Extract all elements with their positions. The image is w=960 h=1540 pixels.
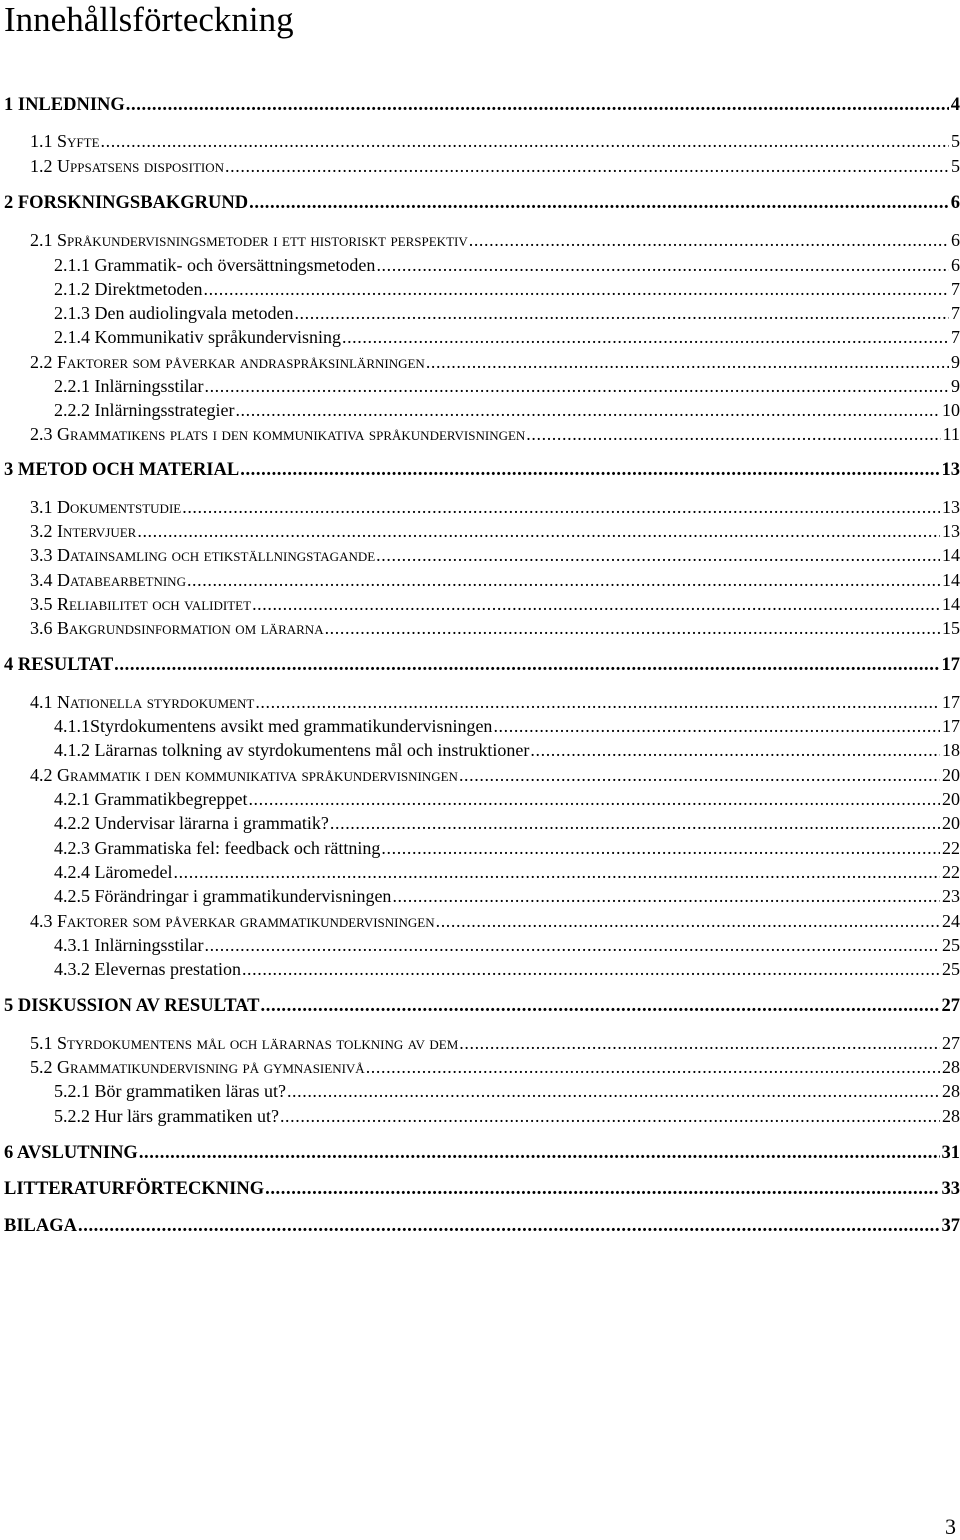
toc-leader-dots bbox=[204, 934, 940, 956]
toc-entry[interactable] bbox=[0, 654, 960, 676]
toc-entry-label: 3.4 Databearbetning bbox=[0, 569, 187, 591]
toc-entry-page: 31 bbox=[940, 1142, 960, 1164]
toc-entry-label: 3.2 Intervjuer bbox=[0, 520, 137, 542]
toc-leader-dots bbox=[469, 229, 949, 251]
toc-entry[interactable] bbox=[0, 94, 960, 116]
toc-leader-dots bbox=[235, 399, 940, 421]
toc-entry-page: 20 bbox=[940, 812, 960, 834]
toc-entry-page: 10 bbox=[940, 399, 960, 421]
toc-leader-dots bbox=[287, 1080, 940, 1102]
toc-entry-page: 6 bbox=[949, 192, 960, 214]
toc-entry[interactable] bbox=[0, 302, 960, 324]
toc-leader-dots bbox=[137, 520, 940, 542]
toc-leader-dots bbox=[376, 254, 949, 276]
toc-leader-dots bbox=[203, 278, 949, 300]
toc-leader-dots bbox=[252, 593, 940, 615]
toc-entry[interactable] bbox=[0, 544, 960, 566]
toc-entry-page: 28 bbox=[940, 1105, 960, 1127]
page-title: Innehållsförteckning bbox=[4, 0, 294, 40]
toc-entry-label: 3.5 Reliabilitet och validitet bbox=[0, 593, 252, 615]
toc-entry-label: 4.2.4 Läromedel bbox=[0, 861, 173, 883]
toc-entry-label: 2.1.4 Kommunikativ språkundervisning bbox=[0, 326, 342, 348]
toc-entry-label: 1.2 Uppsatsens disposition bbox=[0, 155, 225, 177]
toc-entry[interactable] bbox=[0, 1142, 960, 1164]
toc-leader-dots bbox=[114, 654, 939, 676]
toc-entry-page: 25 bbox=[940, 934, 960, 956]
toc-leader-dots bbox=[280, 1105, 940, 1127]
toc-entry[interactable] bbox=[0, 375, 960, 397]
toc-entry[interactable] bbox=[0, 569, 960, 591]
toc-leader-dots bbox=[342, 326, 949, 348]
toc-entry-label: LITTERATURFÖRTECKNING bbox=[0, 1178, 265, 1200]
toc-entry-page: 17 bbox=[940, 691, 960, 713]
toc-entry[interactable] bbox=[0, 326, 960, 348]
toc-leader-dots bbox=[493, 715, 940, 737]
toc-entry-label: 4.3.2 Elevernas prestation bbox=[0, 958, 242, 980]
toc-entry-page: 24 bbox=[940, 910, 960, 932]
toc-entry[interactable] bbox=[0, 278, 960, 300]
toc-entry-label: 2.2.1 Inlärningsstilar bbox=[0, 375, 204, 397]
toc-leader-dots bbox=[459, 764, 940, 786]
toc-entry-page: 28 bbox=[940, 1080, 960, 1102]
toc-entry-page: 14 bbox=[940, 544, 960, 566]
toc-entry[interactable] bbox=[0, 715, 960, 737]
toc-entry[interactable] bbox=[0, 351, 960, 373]
toc-entry[interactable] bbox=[0, 739, 960, 761]
toc-entry-page: 20 bbox=[940, 764, 960, 786]
toc-leader-dots bbox=[459, 1032, 940, 1054]
toc-entry-page: 13 bbox=[940, 459, 960, 481]
toc-entry-page: 27 bbox=[940, 995, 960, 1017]
toc-leader-dots bbox=[381, 837, 940, 859]
toc-entry-label: 4.2.1 Grammatikbegreppet bbox=[0, 788, 248, 810]
toc-entry-label: 5 DISKUSSION AV RESULTAT bbox=[0, 995, 261, 1017]
toc-entry-label: 4 RESULTAT bbox=[0, 654, 114, 676]
toc-entry-label: 3.6 Bakgrundsinformation om lärarna bbox=[0, 617, 325, 639]
toc-leader-dots bbox=[426, 351, 949, 373]
toc-entry[interactable] bbox=[0, 399, 960, 421]
toc-entry-label: 2 FORSKNINGSBAKGRUND bbox=[0, 192, 249, 214]
toc-entry-label: 6 AVSLUTNING bbox=[0, 1142, 139, 1164]
toc-leader-dots bbox=[126, 94, 949, 116]
toc-entry[interactable] bbox=[0, 788, 960, 810]
toc-entry-label: 2.2.2 Inlärningsstrategier bbox=[0, 399, 235, 421]
toc-entry-page: 23 bbox=[940, 885, 960, 907]
toc-entry-page: 13 bbox=[940, 520, 960, 542]
toc-entry-page: 14 bbox=[940, 593, 960, 615]
toc-entry-label: 1.1 Syfte bbox=[0, 130, 101, 152]
toc-leader-dots bbox=[255, 691, 940, 713]
toc-entry[interactable] bbox=[0, 192, 960, 214]
toc-entry-page: 17 bbox=[940, 715, 960, 737]
toc-entry-label: 2.2 Faktorer som påverkar andraspråksinlärningen bbox=[0, 351, 426, 373]
toc-entry[interactable] bbox=[0, 885, 960, 907]
toc-leader-dots bbox=[261, 995, 940, 1017]
toc-leader-dots bbox=[530, 739, 940, 761]
toc-leader-dots bbox=[204, 375, 949, 397]
toc-entry-label: 3.3 Datainsamling och etikställningstagande bbox=[0, 544, 376, 566]
toc-entry[interactable] bbox=[0, 958, 960, 980]
toc-entry-label: 2.1.2 Direktmetoden bbox=[0, 278, 203, 300]
toc-entry[interactable] bbox=[0, 520, 960, 542]
toc-leader-dots bbox=[294, 302, 949, 324]
toc-entry-label: 5.2.1 Bör grammatiken läras ut? bbox=[0, 1080, 287, 1102]
toc-entry[interactable] bbox=[0, 1105, 960, 1127]
toc-leader-dots bbox=[242, 958, 940, 980]
toc-entry[interactable] bbox=[0, 934, 960, 956]
toc-leader-dots bbox=[249, 192, 949, 214]
toc-leader-dots bbox=[101, 130, 949, 152]
toc-entry[interactable] bbox=[0, 617, 960, 639]
toc-entry-label: 3.1 Dokumentstudie bbox=[0, 496, 182, 518]
toc-entry[interactable] bbox=[0, 910, 960, 932]
toc-entry-page: 7 bbox=[949, 278, 960, 300]
toc-entry[interactable] bbox=[0, 229, 960, 251]
toc-entry-label: 4.3.1 Inlärningsstilar bbox=[0, 934, 204, 956]
toc-leader-dots bbox=[325, 617, 940, 639]
toc-entry[interactable] bbox=[0, 812, 960, 834]
toc-entry-page: 22 bbox=[940, 861, 960, 883]
toc-leader-dots bbox=[78, 1215, 940, 1237]
toc-entry[interactable] bbox=[0, 837, 960, 859]
toc-entry-page: 7 bbox=[949, 302, 960, 324]
toc-entry-page: 4 bbox=[949, 94, 960, 116]
toc-entry[interactable] bbox=[0, 1032, 960, 1054]
toc-entry-page: 6 bbox=[949, 229, 960, 251]
toc-entry[interactable] bbox=[0, 764, 960, 786]
toc-entry-page: 5 bbox=[949, 155, 960, 177]
toc-entry[interactable] bbox=[0, 423, 960, 445]
toc-entry-label: 5.2 Grammatikundervisning på gymnasienivå bbox=[0, 1056, 366, 1078]
toc-entry[interactable] bbox=[0, 1080, 960, 1102]
toc-entry-page: 5 bbox=[949, 130, 960, 152]
toc-leader-dots bbox=[182, 496, 940, 518]
toc-entry[interactable] bbox=[0, 1178, 960, 1200]
toc-entry-page: 27 bbox=[940, 1032, 960, 1054]
toc-leader-dots bbox=[330, 812, 940, 834]
toc-entry-label: 2.1.3 Den audiolingvala metoden bbox=[0, 302, 294, 324]
toc-entry[interactable] bbox=[0, 1215, 960, 1237]
toc-entry[interactable] bbox=[0, 254, 960, 276]
toc-entry[interactable] bbox=[0, 496, 960, 518]
toc-leader-dots bbox=[240, 459, 939, 481]
toc-leader-dots bbox=[225, 155, 949, 177]
toc-entry[interactable] bbox=[0, 861, 960, 883]
toc-entry[interactable] bbox=[0, 691, 960, 713]
toc-leader-dots bbox=[248, 788, 940, 810]
toc-entry-label: 5.1 Styrdokumentens mål och lärarnas tolkning av dem bbox=[0, 1032, 459, 1054]
toc-entry-label: 4.1 Nationella styrdokument bbox=[0, 691, 255, 713]
toc-entry[interactable] bbox=[0, 459, 960, 481]
toc-entry-page: 17 bbox=[940, 654, 960, 676]
toc-entry-label: 4.2.2 Undervisar lärarna i grammatik? bbox=[0, 812, 330, 834]
toc-entry-label: 5.2.2 Hur lärs grammatiken ut? bbox=[0, 1105, 280, 1127]
toc-entry-label: 4.3 Faktorer som påverkar grammatikundervisningen bbox=[0, 910, 436, 932]
toc-entry-page: 20 bbox=[940, 788, 960, 810]
toc-leader-dots bbox=[139, 1142, 940, 1164]
toc-entry-page: 11 bbox=[941, 423, 960, 445]
toc-entry-label: 4.1.2 Lärarnas tolkning av styrdokumentens mål och instruktioner bbox=[0, 739, 530, 761]
toc-entry-page: 37 bbox=[940, 1215, 960, 1237]
toc-entry-label: BILAGA bbox=[0, 1215, 78, 1237]
toc-entry-page: 9 bbox=[949, 375, 960, 397]
toc-entry-page: 6 bbox=[949, 254, 960, 276]
toc-entry[interactable] bbox=[0, 995, 960, 1017]
toc-entry-page: 33 bbox=[940, 1178, 960, 1200]
toc-entry-page: 25 bbox=[940, 958, 960, 980]
toc-entry-page: 22 bbox=[940, 837, 960, 859]
toc-leader-dots bbox=[173, 861, 940, 883]
toc-entry[interactable] bbox=[0, 593, 960, 615]
toc-entry-page: 15 bbox=[940, 617, 960, 639]
toc-entry-label: 4.1.1Styrdokumentens avsikt med grammatikundervisningen bbox=[0, 715, 493, 737]
toc-entry[interactable] bbox=[0, 1056, 960, 1078]
toc-leader-dots bbox=[526, 423, 940, 445]
toc-entry-label: 4.2.5 Förändringar i grammatikundervisningen bbox=[0, 885, 392, 907]
toc-entry-label: 1 INLEDNING bbox=[0, 94, 126, 116]
toc-leader-dots bbox=[187, 569, 940, 591]
page-number: 3 bbox=[945, 1514, 956, 1540]
toc-entry-label: 3 METOD OCH MATERIAL bbox=[0, 459, 240, 481]
toc-entry-label: 2.3 Grammatikens plats i den kommunikativa språkundervisningen bbox=[0, 423, 526, 445]
toc-leader-dots bbox=[436, 910, 940, 932]
toc-entry[interactable] bbox=[0, 130, 960, 152]
toc-leader-dots bbox=[392, 885, 940, 907]
toc-leader-dots bbox=[366, 1056, 940, 1078]
toc-leader-dots bbox=[376, 544, 940, 566]
toc-entry-label: 2.1 Språkundervisningsmetoder i ett historiskt perspektiv bbox=[0, 229, 469, 251]
toc-entry-label: 2.1.1 Grammatik- och översättningsmetoden bbox=[0, 254, 376, 276]
toc-entry-page: 7 bbox=[949, 326, 960, 348]
toc-leader-dots bbox=[265, 1178, 939, 1200]
toc-entry[interactable] bbox=[0, 155, 960, 177]
toc-entry-label: 4.2.3 Grammatiska fel: feedback och rättning bbox=[0, 837, 381, 859]
toc-entry-page: 18 bbox=[940, 739, 960, 761]
toc-entry-page: 13 bbox=[940, 496, 960, 518]
toc-entry-page: 28 bbox=[940, 1056, 960, 1078]
toc-entry-label: 4.2 Grammatik i den kommunikativa språkundervisningen bbox=[0, 764, 459, 786]
toc-entry-page: 9 bbox=[949, 351, 960, 373]
toc-entry-page: 14 bbox=[940, 569, 960, 591]
